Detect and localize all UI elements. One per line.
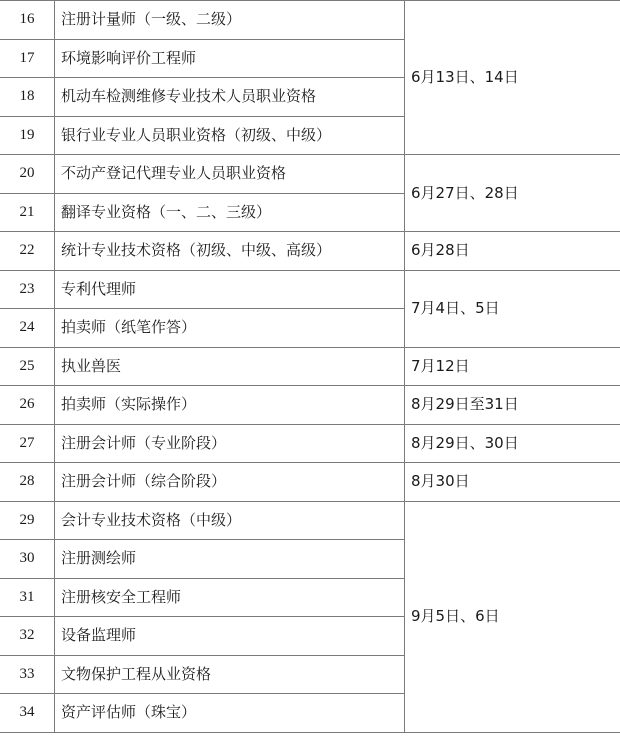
table-row: [0, 1, 620, 40]
row-number: 18: [0, 78, 55, 117]
exam-date: 8月29日至31日: [405, 386, 620, 425]
exam-name: 注册会计师（专业阶段）: [55, 424, 405, 463]
row-number: 27: [0, 424, 55, 463]
table-row: [0, 386, 620, 425]
table-row: [0, 232, 620, 271]
row-number: 26: [0, 386, 55, 425]
table-row: [0, 155, 620, 194]
row-number: 19: [0, 116, 55, 155]
row-number: 31: [0, 578, 55, 617]
row-number: 22: [0, 232, 55, 271]
row-number: 20: [0, 155, 55, 194]
row-number: 25: [0, 347, 55, 386]
exam-date: 7月4日、5日: [405, 270, 620, 347]
exam-date: 6月13日、14日: [405, 1, 620, 155]
exam-name: 拍卖师（实际操作）: [55, 386, 405, 425]
exam-date: 9月5日、6日: [405, 501, 620, 732]
row-number: 23: [0, 270, 55, 309]
exam-name: 资产评估师（珠宝）: [55, 694, 405, 733]
exam-name: 注册计量师（一级、二级）: [55, 1, 405, 40]
table-row: [0, 463, 620, 502]
row-number: 34: [0, 694, 55, 733]
exam-name: 不动产登记代理专业人员职业资格: [55, 155, 405, 194]
row-number: 29: [0, 501, 55, 540]
row-number: 17: [0, 39, 55, 78]
table-row: [0, 424, 620, 463]
row-number: 33: [0, 655, 55, 694]
exam-name: 环境影响评价工程师: [55, 39, 405, 78]
exam-name: 注册会计师（综合阶段）: [55, 463, 405, 502]
exam-name: 专利代理师: [55, 270, 405, 309]
exam-name: 注册测绘师: [55, 540, 405, 579]
table-row: [0, 347, 620, 386]
exam-name: 拍卖师（纸笔作答）: [55, 309, 405, 348]
exam-name: 翻译专业资格（一、二、三级）: [55, 193, 405, 232]
exam-date: 8月30日: [405, 463, 620, 502]
row-number: 21: [0, 193, 55, 232]
exam-date: 6月28日: [405, 232, 620, 271]
exam-date: 6月27日、28日: [405, 155, 620, 232]
row-number: 16: [0, 1, 55, 40]
row-number: 32: [0, 617, 55, 656]
row-number: 30: [0, 540, 55, 579]
table-row: [0, 501, 620, 540]
exam-date: 8月29日、30日: [405, 424, 620, 463]
row-number: 24: [0, 309, 55, 348]
row-number: 28: [0, 463, 55, 502]
exam-name: 文物保护工程从业资格: [55, 655, 405, 694]
exam-name: 设备监理师: [55, 617, 405, 656]
exam-name: 机动车检测维修专业技术人员职业资格: [55, 78, 405, 117]
exam-name: 会计专业技术资格（中级）: [55, 501, 405, 540]
exam-name: 银行业专业人员职业资格（初级、中级）: [55, 116, 405, 155]
exam-name: 统计专业技术资格（初级、中级、高级）: [55, 232, 405, 271]
exam-name: 注册核安全工程师: [55, 578, 405, 617]
table-row: [0, 270, 620, 309]
exam-name: 执业兽医: [55, 347, 405, 386]
exam-date: 7月12日: [405, 347, 620, 386]
